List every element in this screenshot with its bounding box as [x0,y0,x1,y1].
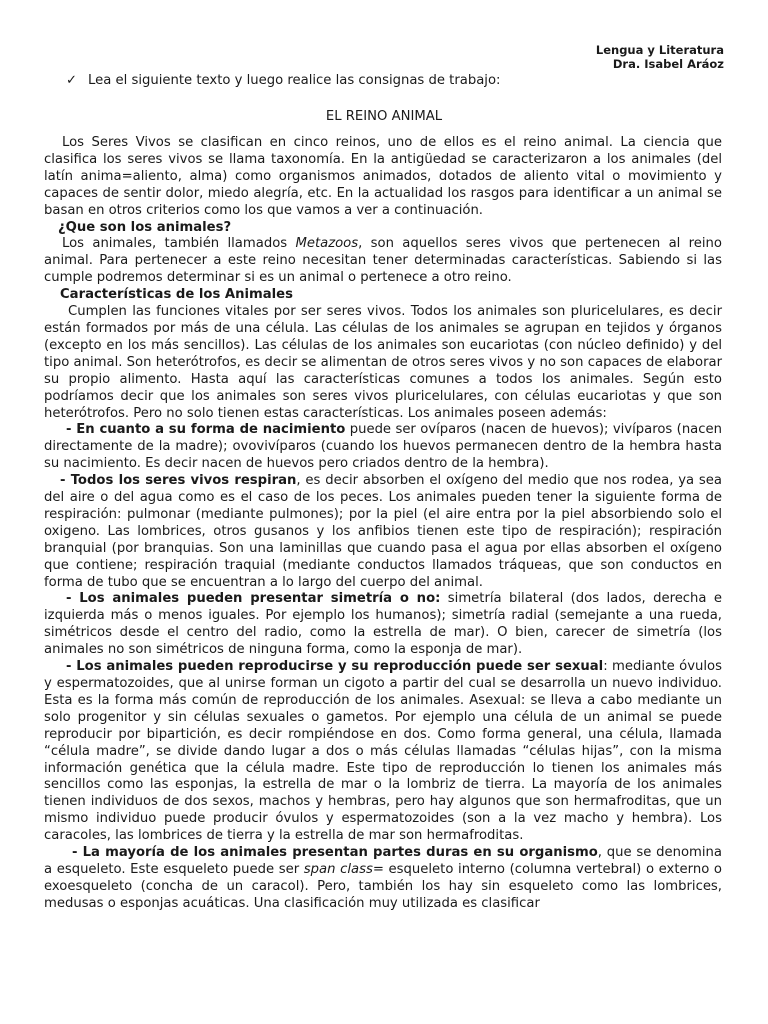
list-item-heading: - Los animales pueden reproducirse y su reproducción puede ser sexual [66,659,604,675]
section-heading-que-son: ¿Que son los animales? [58,219,232,235]
definition-paragraph [44,236,722,287]
list-item-text: , es decir absorben el oxígeno del medio que nos rodea, ya sea del aire o del agua como es el caso de los peces. Los animales pueden tener la siguiente forma de respiración: pulmonar (mediante pulmones); por la piel (el aire entra por la piel absorbiendo solo el oxigeno. Las lombrices, otros gusanos y los anfibios tienen este tipo de respiración); respiración branquial (por branquias. Son una laminillas que cuando pasa el agua por ellas absorben el oxígeno que contiene; respiración traquial (mediante conductos llamados tráqueas, que son conductos en forma de tubo que se encuentran a lo largo del cuerpo del animal. [44,473,722,590]
list-item-text-before: , que se denomina a esqueleto. Este esqueleto puede ser [44,845,722,877]
definition-italic-term: Metazoos [295,236,359,252]
definition-text-after: , son aquellos seres vivos que pertenecen al reino animal. Para pertenecer a este reino necesitan tener determinadas características. Sabiendo si las cumple podremos determinar si es un animal o pertenece a otro reino. [44,236,722,286]
list-item-heading: - Todos los seres vivos respiran [60,473,297,489]
document-header [596,44,724,71]
definition-text-before: Los animales, también llamados [62,236,296,252]
list-item-nacimiento [44,422,722,473]
instruction-line [66,72,500,89]
instruction-text: Lea el siguiente texto y luego realice las consignas de trabajo: [88,73,501,88]
list-item-text: puede ser ovíparos (nacen de huevos); vivíparos (nacen directamente de la madre); ovovivíparos (cuando los huevos permanecen dentro de la hembra hasta su nacimiento. Es decir nacen de huevos pero criados dentro de la hembra). [44,422,722,472]
section-heading-caracteristicas: Características de los Animales [60,287,293,303]
characteristics-paragraph: Cumplen las funciones vitales por ser seres vivos. Todos los animales son pluricelulares, es decir están formados por más de una célula. Las células de los animales se agrupan en tejidos y órganos (excepto en los más sencillos). Las células de los animales son eucariotas (con núcleo definido) y del tipo animal. Son heterótrofos, es decir se alimentan de otros seres vivos y no son capaces de elaborar su propio alimento. Hasta aquí las características comunes a todos los animales. Según esto podríamos decir que los animales son seres vivos pluricelulares, con células eucariotas y que son heterótrofos. Pero no solo tienen estas características. Los animales poseen además: [44,304,722,421]
list-item-heading: - La mayoría de los animales presentan partes duras en su organismo [72,845,598,861]
list-item-simetria [44,591,722,659]
list-item-italic: span class [303,861,373,877]
list-item-text: simetría bilateral (dos lados, derecha e izquierda más o menos iguales. Por ejemplo los humanos); simetría radial (semejante a una rueda, simétricos desde el centro del radio, como la estrella de mar). O bien, carecer de simetría (los animales no son simétricos de ninguna forma, como la esponja de mar). [44,591,722,658]
teacher-name: Dra. Isabel Aráoz [612,56,724,71]
document-title: EL REINO ANIMAL [325,109,443,124]
subject-label: Lengua y Literatura [595,43,724,57]
checkmark-icon: ✓ [66,73,78,88]
list-item-reproduccion [44,659,722,845]
list-item-heading: - En cuanto a su forma de nacimiento [66,422,346,438]
document-body [44,135,722,913]
list-item-esqueleto [44,845,722,913]
list-item-text: : mediante óvulos y espermatozoides, que al unirse forman un cigoto a partir del cual se desarrolla un nuevo individuo. Esta es la forma más común de reproducción de los animales. Asexual: se lleva a cabo mediante un solo progenitor y sin células sexuales o gametos. Por ejemplo una célula de un animal se puede reproducir por bipartición, es decir rompiéndose en dos. Como forma general, una célula, llamada “célula madre”, se divide dando lugar a dos o más células llamadas “células hijas”, con la misma información genética que la célula madre. Este tipo de reproducción lo tienen los animales más sencillos como las esponjas, la estrella de mar o la lombriz de tierra. La mayoría de los animales tienen individuos de dos sexos, machos y hembras, pero hay algunos que son hermafroditas, que un mismo individuo puede producir óvulos y espermatozoides (son a la vez macho y hembra). Los caracoles, las lombrices de tierra y la estrella de mar son hermafroditas. [44,659,722,844]
list-item-respiracion [44,473,722,591]
intro-paragraph: Los Seres Vivos se clasifican en cinco reinos, uno de ellos es el reino animal. La ciencia que clasifica los seres vivos se llama taxonomía. En la antigüedad se caracterizaron a los animales (del latín anima=aliento, alma) como organismos animados, dotados de aliento vital o movimiento y capaces de sentir dolor, miedo alegría, etc. En la actualidad los rasgos para identificar a un animal se basan en otros criterios como los que vamos a ver a continuación. [44,135,722,218]
list-item-heading: - Los animales pueden presentar simetría o no: [66,591,441,607]
list-item-text-after: = esqueleto interno (columna vertebral) o externo o exoesqueleto (concha de un caracol). Pero, también los hay sin esqueleto como las lombrices, medusas o esponjas acuáticas. Una clasificación muy utilizada es clasificar [44,861,722,911]
